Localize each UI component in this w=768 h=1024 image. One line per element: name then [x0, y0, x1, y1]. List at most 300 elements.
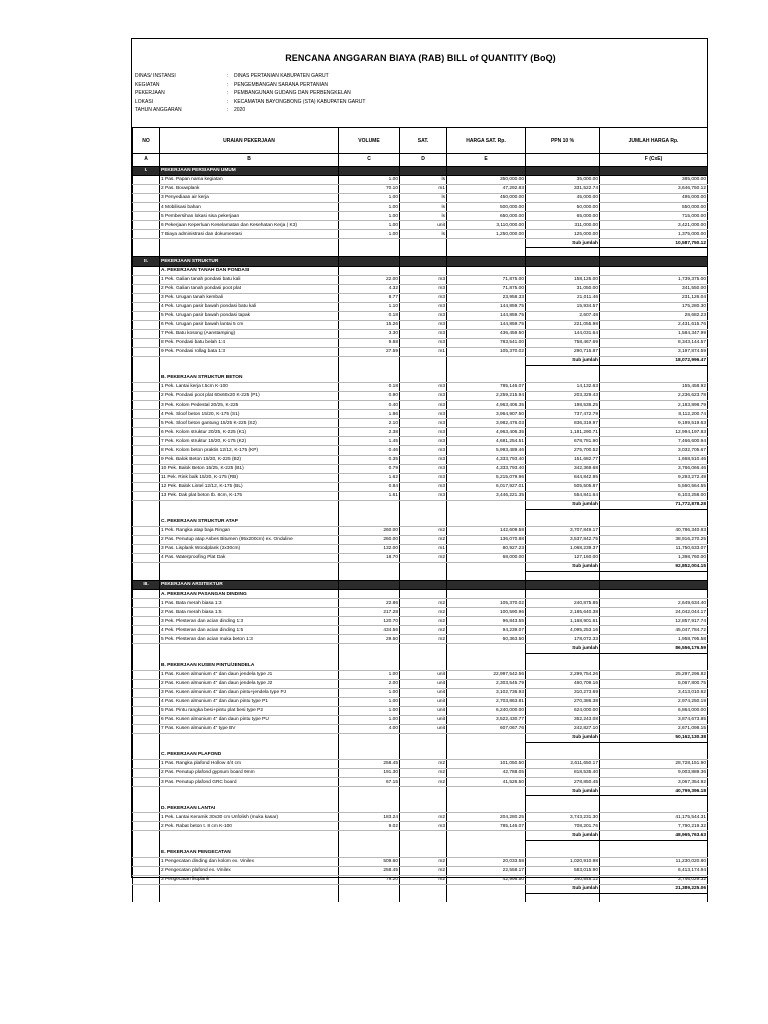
- item-name: [160, 293, 339, 302]
- table-row: [133, 311, 708, 320]
- row-spacer: [133, 347, 160, 356]
- table-row: [133, 428, 708, 437]
- group-cell: [526, 804, 600, 813]
- item-unit-price: 6,017,927.01: [447, 482, 526, 491]
- item-number: 12: [161, 483, 167, 489]
- item-ppn: 460,709.16: [526, 679, 600, 688]
- item-total: 1,958,795.58: [600, 635, 708, 644]
- item-total: 40,786,340.83: [600, 526, 708, 535]
- item-total: 175,280.30: [600, 302, 708, 311]
- subtotal-cell: [400, 644, 447, 653]
- subtotal-cell: [447, 563, 526, 572]
- spacer-cell: [133, 840, 160, 849]
- spacer-cell: [526, 840, 600, 849]
- item-name: [160, 383, 339, 392]
- subtotal-row: [133, 500, 708, 509]
- spacer-cell: [600, 840, 708, 849]
- letter-a: A: [133, 154, 160, 167]
- group-title: A. PEKERJAAN TANAH DAN PONDASI: [160, 266, 339, 275]
- group-cell: [400, 849, 447, 858]
- item-ppn: 342,369.68: [526, 464, 600, 473]
- spacer-cell: [400, 509, 447, 518]
- group-cell: [447, 590, 526, 599]
- item-name: [160, 554, 339, 563]
- item-total: 1,668,510.46: [600, 455, 708, 464]
- item-volume: 260.00: [339, 526, 400, 535]
- table-row: [133, 401, 708, 410]
- item-total: 3,421,000.00: [600, 221, 708, 230]
- item-ppn: 65,000.00: [526, 212, 600, 221]
- item-ppn: 818,535.40: [526, 769, 600, 778]
- item-number: 4: [161, 304, 164, 310]
- table-row: [133, 383, 708, 392]
- item-ppn: 1,068,239.37: [526, 544, 600, 553]
- item-number: 3: [161, 618, 164, 624]
- spacer-cell: [339, 653, 400, 662]
- item-ppn: 50,000.00: [526, 203, 600, 212]
- item-ppn: 340,548.12: [526, 875, 600, 884]
- table-row: [133, 185, 708, 194]
- subtotal-label: Sub jumlah: [526, 733, 600, 742]
- spacer-row: [133, 248, 708, 257]
- item-number: 8: [161, 340, 164, 346]
- group-cell: [600, 518, 708, 527]
- item-description: Pek. Rink balk 15/20, K-175 (RB): [167, 474, 238, 480]
- item-unit-price: 144,859.75: [447, 302, 526, 311]
- item-unit: unit: [400, 697, 447, 706]
- item-unit: ls: [400, 212, 447, 221]
- item-description: Pek. Sloof beton 15/20, K-175 (S1): [165, 411, 240, 417]
- spacer-cell: [339, 893, 400, 902]
- header-uraian: URAIAN PEKERJAAN: [160, 128, 339, 154]
- item-ppn: 2,607.48: [526, 311, 600, 320]
- item-volume: 0.35: [339, 455, 400, 464]
- item-ppn: 21,011.46: [526, 293, 600, 302]
- info-row: [135, 98, 695, 107]
- info-colon: :: [227, 90, 229, 97]
- subtotal-cell: [339, 644, 400, 653]
- item-name: [160, 526, 339, 535]
- table-row: [133, 626, 708, 635]
- group-cell: [339, 662, 400, 671]
- item-volume: 1.00: [339, 230, 400, 239]
- group-cell: [339, 804, 400, 813]
- group-title: C. PEKERJAAN STRUKTUR ATAP: [160, 518, 339, 527]
- item-unit: m3: [400, 302, 447, 311]
- item-ppn: 31,050.00: [526, 284, 600, 293]
- item-total: 8,112,200.74: [600, 410, 708, 419]
- subtotal-cell: [133, 239, 160, 248]
- subtotal-cell: [400, 733, 447, 742]
- group-cell: [526, 374, 600, 383]
- item-ppn: 15,934.57: [526, 302, 600, 311]
- item-name: [160, 194, 339, 203]
- item-description: Pek. Plesteran dan acian dinding 1:5: [165, 627, 244, 633]
- item-description: Pekerjaan Keperluan Keselamatan dan Kesehatan Kerja ( K3): [165, 222, 298, 228]
- table-row: [133, 769, 708, 778]
- item-name: [160, 491, 339, 500]
- item-unit: m1: [400, 347, 447, 356]
- section-no: II.: [133, 257, 160, 266]
- item-total: 7,790,219.32: [600, 822, 708, 831]
- group-cell: [133, 751, 160, 760]
- item-total: 11,230,020.80: [600, 857, 708, 866]
- spacer-cell: [133, 509, 160, 518]
- spacer-row: [133, 743, 708, 752]
- letter-e: E: [447, 154, 526, 167]
- item-unit: m3: [400, 410, 447, 419]
- item-volume: 29.50: [339, 635, 400, 644]
- item-unit-price: 204,280.25: [447, 813, 526, 822]
- item-unit-price: 41,526.50: [447, 778, 526, 787]
- subtotal-row: [133, 644, 708, 653]
- letter-blank: [526, 154, 600, 167]
- table-row: [133, 866, 708, 875]
- item-ppn: 151,682.77: [526, 455, 600, 464]
- item-volume: 15.26: [339, 320, 400, 329]
- row-spacer: [133, 455, 160, 464]
- item-description: Pek. Plesteran dan acian dinding 1:3: [165, 618, 244, 624]
- subtotal-cell: [339, 239, 400, 248]
- item-unit: unit: [400, 715, 447, 724]
- row-spacer: [133, 401, 160, 410]
- item-volume: 260.00: [339, 535, 400, 544]
- subtotal-cell: [400, 787, 447, 796]
- item-number: 2: [161, 393, 164, 399]
- spacer-row: [133, 893, 708, 902]
- item-volume: 4.00: [339, 724, 400, 733]
- item-volume: 0.46: [339, 446, 400, 455]
- group-cell: [526, 518, 600, 527]
- item-description: Pas. Bata merah biasa 1:5: [165, 609, 222, 615]
- item-volume: 132.00: [339, 544, 400, 553]
- row-spacer: [133, 275, 160, 284]
- subtotal-cell: [160, 356, 339, 365]
- item-volume: 1.00: [339, 176, 400, 185]
- item-number: 7: [161, 438, 164, 444]
- section-cell: [400, 167, 447, 176]
- item-name: [160, 715, 339, 724]
- item-number: 3: [161, 546, 164, 552]
- spacer-cell: [447, 796, 526, 805]
- info-row: [135, 89, 695, 98]
- item-ppn: 290,715.87: [526, 347, 600, 356]
- item-volume: 70.10: [339, 185, 400, 194]
- item-unit-price: 23,958.33: [447, 293, 526, 302]
- item-name: [160, 482, 339, 491]
- item-unit-price: 1,250,000.00: [447, 230, 526, 239]
- row-spacer: [133, 338, 160, 347]
- item-number: 2: [161, 770, 164, 776]
- item-name: [160, 813, 339, 822]
- row-spacer: [133, 778, 160, 787]
- item-unit-price: 785,146.07: [447, 822, 526, 831]
- spacer-cell: [160, 572, 339, 581]
- table-row: [133, 670, 708, 679]
- item-unit-price: 144,859.75: [447, 311, 526, 320]
- table-row: [133, 284, 708, 293]
- item-description: Pek. Urugan pasir bawah pondasi batu kali: [165, 304, 257, 310]
- item-unit: m2: [400, 617, 447, 626]
- subtotal-cell: [447, 644, 526, 653]
- item-name: [160, 857, 339, 866]
- item-unit: m2: [400, 866, 447, 875]
- item-ppn: 3,537,842.75: [526, 535, 600, 544]
- item-name: [160, 203, 339, 212]
- item-name: [160, 275, 339, 284]
- item-number: 1: [161, 600, 164, 606]
- table-row: [133, 455, 708, 464]
- group-title: A. PEKERJAAN PASANGAN DINDING: [160, 590, 339, 599]
- item-number: 4: [161, 699, 164, 705]
- item-number: 1: [161, 384, 164, 390]
- item-unit-price: 96,843.55: [447, 617, 526, 626]
- row-spacer: [133, 419, 160, 428]
- row-spacer: [133, 769, 160, 778]
- letter-f: F (CxE): [600, 154, 708, 167]
- row-spacer: [133, 482, 160, 491]
- group-cell: [133, 590, 160, 599]
- item-ppn: 35,000.00: [526, 176, 600, 185]
- row-spacer: [133, 221, 160, 230]
- item-ppn: 708,201.76: [526, 822, 600, 831]
- row-spacer: [133, 608, 160, 617]
- item-unit: m2: [400, 526, 447, 535]
- table-row: [133, 302, 708, 311]
- item-volume: 79.20: [339, 875, 400, 884]
- item-description: Pas. Kusen almunium 4" type BV: [165, 726, 236, 732]
- item-unit-price: 71,875.00: [447, 275, 526, 284]
- item-volume: 1.61: [339, 491, 400, 500]
- item-total: 550,000.00: [600, 203, 708, 212]
- item-name: [160, 679, 339, 688]
- item-name: [160, 284, 339, 293]
- item-description: Pas. Waterproofing Plat Dak: [165, 555, 226, 561]
- item-total: 9,003,889.36: [600, 769, 708, 778]
- item-number: 5: [161, 213, 164, 219]
- table-row: [133, 176, 708, 185]
- item-ppn: 178,072.33: [526, 635, 600, 644]
- spacer-cell: [600, 572, 708, 581]
- item-description: Pek. Urugan pasir bawah pondasi tapak: [165, 313, 251, 319]
- item-name: [160, 311, 339, 320]
- subtotal-label: Sub jumlah: [526, 500, 600, 509]
- item-total: 3,766,066.46: [600, 464, 708, 473]
- item-total: 5,067,800.75: [600, 679, 708, 688]
- item-volume: 67.15: [339, 778, 400, 787]
- group-cell: [600, 849, 708, 858]
- subtotal-cell: [160, 644, 339, 653]
- table-row: [133, 338, 708, 347]
- item-ppn: 1,020,910.98: [526, 857, 600, 866]
- item-unit-price: 80,927.23: [447, 544, 526, 553]
- group-title: B. PEKERJAAN STRUKTUR BETON: [160, 374, 339, 383]
- item-volume: 1.00: [339, 670, 400, 679]
- row-spacer: [133, 284, 160, 293]
- table-row: [133, 697, 708, 706]
- row-spacer: [133, 311, 160, 320]
- item-volume: 258.45: [339, 760, 400, 769]
- item-unit: m1: [400, 544, 447, 553]
- item-name: [160, 688, 339, 697]
- item-name: [160, 544, 339, 553]
- group-cell: [447, 662, 526, 671]
- spacer-cell: [447, 653, 526, 662]
- item-total: 9,293,272.49: [600, 473, 708, 482]
- item-name: [160, 617, 339, 626]
- item-number: 4: [161, 555, 164, 561]
- row-spacer: [133, 176, 160, 185]
- item-number: 3: [161, 779, 164, 785]
- item-description: Pas. Kusen almunium 4" dan daun pintu type PU: [165, 717, 269, 723]
- item-number: 2: [161, 186, 164, 192]
- item-ppn: 203,329.43: [526, 392, 600, 401]
- item-unit: m2: [400, 778, 447, 787]
- item-unit-price: 4,333,793.40: [447, 455, 526, 464]
- item-number: 5: [161, 708, 164, 714]
- item-ppn: 14,132.63: [526, 383, 600, 392]
- group-cell: [133, 804, 160, 813]
- item-unit-price: 42,788.05: [447, 769, 526, 778]
- subtotal-cell: [160, 239, 339, 248]
- item-unit: m2: [400, 875, 447, 884]
- subtotal-label: Sub jumlah: [526, 563, 600, 572]
- item-number: 2: [161, 823, 164, 829]
- item-unit-price: 71,875.00: [447, 284, 526, 293]
- subtotal-row: [133, 831, 708, 840]
- item-ppn: 844,842.95: [526, 473, 600, 482]
- item-volume: 1.00: [339, 688, 400, 697]
- item-description: Pek. Balok Lintel 12/12, K-175 (BL): [167, 483, 243, 489]
- item-total: 12,857,917.74: [600, 617, 708, 626]
- item-volume: 22.00: [339, 275, 400, 284]
- item-unit: m2: [400, 857, 447, 866]
- info-value: 2020: [234, 107, 246, 114]
- item-description: Pengecatan dinding dan kolom ex. Vinilex: [165, 858, 254, 864]
- spacer-cell: [160, 366, 339, 375]
- subtotal-cell: [339, 733, 400, 742]
- spacer-cell: [526, 509, 600, 518]
- group-cell: [400, 662, 447, 671]
- spacer-cell: [447, 840, 526, 849]
- item-description: Pek. Kolom Pedestal 20/25, K-225: [165, 402, 239, 408]
- group-title: D. PEKERJAAN LANTAI: [160, 804, 339, 813]
- section-title: PEKERJAAN ARSITEKTUR: [160, 581, 339, 590]
- table-row: [133, 535, 708, 544]
- item-number: 7: [161, 331, 164, 337]
- section-cell: [339, 167, 400, 176]
- subtotal-cell: [160, 884, 339, 893]
- item-name: [160, 769, 339, 778]
- group-cell: [447, 518, 526, 527]
- item-volume: 509.60: [339, 857, 400, 866]
- group-cell: [339, 266, 400, 275]
- item-volume: 1.00: [339, 212, 400, 221]
- table-row: [133, 857, 708, 866]
- item-volume: 9.68: [339, 338, 400, 347]
- item-description: Pek. Balok Beton 15/25, K-225 (B1): [167, 465, 244, 471]
- info-value: PEMBANGUNAN GUDANG DAN PERBENGKELAN: [234, 90, 351, 97]
- item-ppn: 2,185,640.38: [526, 608, 600, 617]
- item-total: 3,197,874.59: [600, 347, 708, 356]
- item-unit: m3: [400, 491, 447, 500]
- spacer-cell: [339, 840, 400, 849]
- item-description: Pas. Rangka plafond Hollow 4/4 cm: [165, 761, 242, 767]
- spacer-cell: [133, 743, 160, 752]
- item-ppn: 3,743,231.30: [526, 813, 600, 822]
- group-cell: [400, 374, 447, 383]
- group-row: [133, 751, 708, 760]
- item-unit-price: 60,363.50: [447, 635, 526, 644]
- item-unit: m3: [400, 329, 447, 338]
- item-description: Pek. Pondasi poot plat 60x60x20 K-225 (P1): [165, 393, 260, 399]
- subtotal-value: 40,799,396.18: [600, 787, 708, 796]
- subtotal-cell: [400, 500, 447, 509]
- item-volume: 1.45: [339, 437, 400, 446]
- table-row: [133, 715, 708, 724]
- item-ppn: 198,536.25: [526, 401, 600, 410]
- item-ppn: 737,472.79: [526, 410, 600, 419]
- item-total: 1,584,347.99: [600, 329, 708, 338]
- spacer-cell: [526, 366, 600, 375]
- section-row: [133, 581, 708, 590]
- item-number: 1: [161, 814, 164, 820]
- item-ppn: 45,000.00: [526, 194, 600, 203]
- item-total: 2,236,623.78: [600, 392, 708, 401]
- item-description: Pas. Pintu rangka besi+pintu plat besi type P2: [165, 708, 264, 714]
- group-row: [133, 662, 708, 671]
- item-volume: 9.02: [339, 822, 400, 831]
- item-unit-price: 144,859.75: [447, 320, 526, 329]
- item-volume: 191.30: [339, 769, 400, 778]
- item-description: Pek. Rangka atap baja Ringan: [165, 528, 231, 534]
- subtotal-cell: [160, 500, 339, 509]
- table-row: [133, 491, 708, 500]
- group-cell: [447, 849, 526, 858]
- group-row: [133, 374, 708, 383]
- group-cell: [339, 518, 400, 527]
- spacer-cell: [447, 572, 526, 581]
- item-description: Pas. Bata merah biasa 1:3: [165, 600, 222, 606]
- row-spacer: [133, 526, 160, 535]
- boq-table: [132, 127, 708, 902]
- item-description: Pek. Urugan tanah kembali: [165, 294, 223, 300]
- subtotal-value: 18,072,996.47: [600, 356, 708, 365]
- item-volume: 1.86: [339, 410, 400, 419]
- row-spacer: [133, 813, 160, 822]
- spacer-row: [133, 509, 708, 518]
- item-total: 2,431,615.76: [600, 320, 708, 329]
- subtotal-cell: [447, 356, 526, 365]
- section-cell: [526, 257, 600, 266]
- spacer-cell: [400, 893, 447, 902]
- item-description: Pek. Kolom struktur 15/20, K-175 (K2): [165, 438, 247, 444]
- table-row: [133, 706, 708, 715]
- item-number: 3: [161, 195, 164, 201]
- subtotal-cell: [133, 356, 160, 365]
- table-row: [133, 194, 708, 203]
- spacer-cell: [526, 653, 600, 662]
- spacer-cell: [400, 743, 447, 752]
- item-unit-price: 650,000.00: [447, 212, 526, 221]
- item-description: Pek. Batu kosong (Aanstamping): [165, 331, 236, 337]
- group-cell: [447, 751, 526, 760]
- item-ppn: 275,700.52: [526, 446, 600, 455]
- item-ppn: 270,386.38: [526, 697, 600, 706]
- item-description: Pas. Bouwplank: [165, 186, 200, 192]
- item-unit-price: 450,000.00: [447, 194, 526, 203]
- item-name: [160, 446, 339, 455]
